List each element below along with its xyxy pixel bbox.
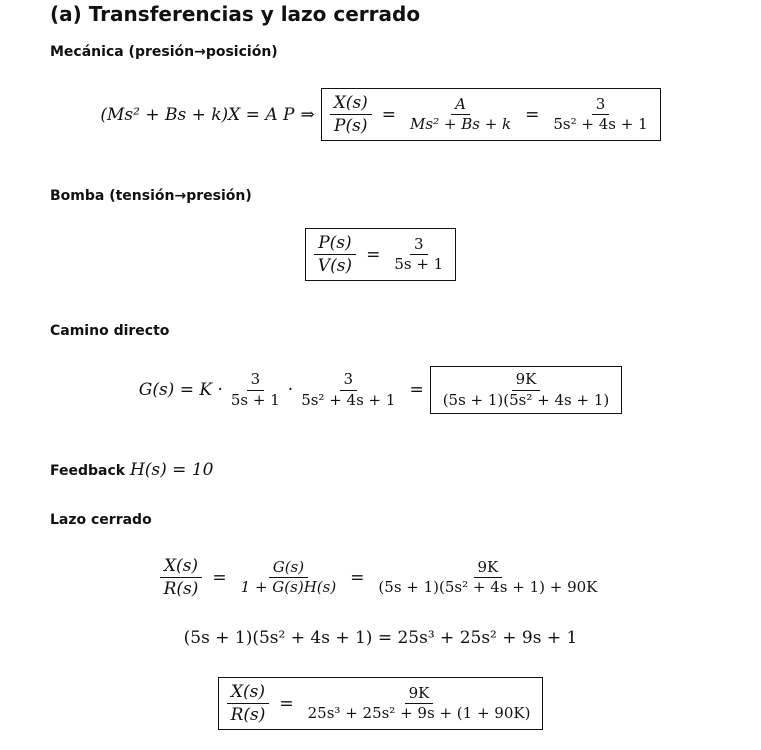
implies-arrow: ⇒ xyxy=(300,104,315,125)
cl-frac-result-num: 9K xyxy=(474,558,503,579)
pump-frac-pv-num: P(s) xyxy=(314,232,355,255)
cl-frac-xr-den: R(s) xyxy=(163,579,199,600)
final-frac-result-num: 9K xyxy=(405,684,434,705)
pump-frac-pv xyxy=(314,232,356,277)
pump-frac-pv-den: V(s) xyxy=(317,256,353,277)
g-frac-2 xyxy=(297,370,399,410)
mech-frac-numeric-den: 5s² + 4s + 1 xyxy=(553,115,648,134)
equation-forward-path xyxy=(0,366,761,414)
equals-sign: = xyxy=(525,104,540,125)
g-frac-1 xyxy=(227,370,284,410)
cl-frac-result-den: (5s + 1)(5s² + 4s + 1) + 90K xyxy=(378,578,598,597)
final-boxed-result xyxy=(218,677,544,730)
label-lazo-cerrado: Lazo cerrado xyxy=(50,512,152,528)
equals-sign: = xyxy=(350,567,365,588)
g-dot: · xyxy=(287,380,294,400)
cl-frac-xr-num: X(s) xyxy=(160,555,202,578)
mech-frac-xp xyxy=(330,92,372,137)
feedback-prefix: Feedback xyxy=(50,463,126,479)
pump-frac-numeric-den: 5s + 1 xyxy=(394,255,444,274)
g-frac-1-den: 5s + 1 xyxy=(230,390,280,409)
cl-frac-xr xyxy=(160,555,203,600)
mech-frac-numeric-num: 3 xyxy=(592,95,610,116)
cl-frac-symbolic xyxy=(237,558,341,598)
mech-frac-symbolic-num: A xyxy=(451,95,470,116)
g-lhs: G(s) = K · xyxy=(138,380,223,400)
equals-sign: = xyxy=(366,244,381,265)
cl-frac-symbolic-num: G(s) xyxy=(269,558,308,579)
equals-sign: = xyxy=(212,567,227,588)
mech-lhs: (Ms² + Bs + k)X = A P xyxy=(100,104,295,125)
mech-frac-symbolic xyxy=(406,95,515,135)
g-frac-result-num: 9K xyxy=(512,370,541,391)
mech-boxed-result xyxy=(321,88,661,141)
g-frac-2-den: 5s² + 4s + 1 xyxy=(301,390,396,409)
equation-final xyxy=(0,677,761,730)
pump-frac-numeric-num: 3 xyxy=(410,235,428,256)
mech-frac-symbolic-den: Ms² + Bs + k xyxy=(410,115,512,134)
g-frac-1-num: 3 xyxy=(247,370,265,391)
mech-frac-numeric xyxy=(549,95,651,135)
final-frac-result xyxy=(304,684,535,724)
equals-sign: = xyxy=(279,693,294,714)
section-title: (a) Transferencias y lazo cerrado xyxy=(50,2,421,26)
final-frac-result-den: 25s³ + 25s² + 9s + (1 + 90K) xyxy=(307,704,531,723)
label-feedback xyxy=(50,460,213,480)
label-mecanica: Mecánica (presión→posición) xyxy=(50,44,278,60)
mech-frac-xp-den: P(s) xyxy=(334,116,368,137)
expansion-text: (5s + 1)(5s² + 4s + 1) = 25s³ + 25s² + 9s + 1 xyxy=(183,628,578,648)
final-frac-xr-num: X(s) xyxy=(227,681,269,704)
equals-sign: = xyxy=(381,104,397,125)
g-frac-result xyxy=(439,370,614,410)
cl-frac-symbolic-den: 1 + G(s)H(s) xyxy=(240,578,337,597)
equation-mechanical xyxy=(0,88,761,141)
mech-frac-xp-num: X(s) xyxy=(330,92,372,115)
cl-frac-result xyxy=(374,558,601,598)
pump-boxed-result xyxy=(305,228,456,281)
equation-closed-loop xyxy=(0,555,761,600)
equation-pump xyxy=(0,228,761,281)
final-frac-xr-den: R(s) xyxy=(230,705,266,726)
pump-frac-numeric xyxy=(390,235,447,275)
equation-expansion xyxy=(0,628,761,648)
label-camino-directo: Camino directo xyxy=(50,323,170,339)
equals-sign: = xyxy=(409,380,424,400)
g-frac-2-num: 3 xyxy=(340,370,358,391)
final-frac-xr xyxy=(227,681,270,726)
label-bomba: Bomba (tensión→presión) xyxy=(50,188,252,204)
feedback-value: H(s) = 10 xyxy=(129,460,214,480)
g-boxed-result xyxy=(430,366,623,414)
g-frac-result-den: (5s + 1)(5s² + 4s + 1) xyxy=(442,390,610,409)
